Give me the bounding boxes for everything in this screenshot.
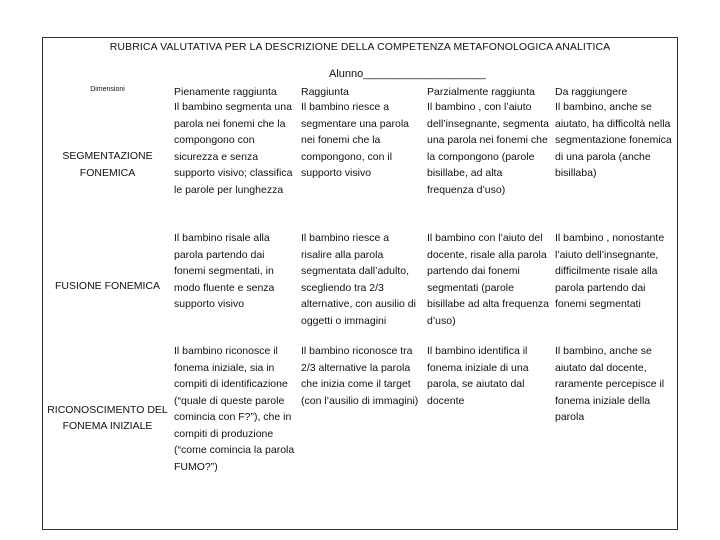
row-label-riconoscimento: RICONOSCIMENTO DEL FONEMA INIZIALE: [47, 403, 168, 432]
header-parzialmente: Parzialmente raggiunta: [427, 86, 535, 98]
table-cell: Il bambino segmenta una parola nei fonemi che la compongono con sicurezza e senza supporto visivo; classifica le parole per lunghezza: [174, 101, 293, 196]
table-cell: Il bambino riconosce tra 2/3 alternative la parola che inizia come il target (con l’ausilio di immagini): [301, 345, 419, 407]
header-raggiunta: Raggiunta: [301, 86, 349, 98]
corner-label: Dimensioni: [90, 86, 125, 93]
table-cell: Il bambino riconosce il fonema iniziale, sia in compiti di identificazione (“quale di queste parole comincia con F?”), che in compiti di produzione (“come comincia la parola FUMO?”): [174, 345, 295, 473]
table-cell: Il bambino, anche se aiutato, ha difficoltà nella segmentazione fonemica di una parola (anche bisillaba): [555, 101, 672, 179]
document-title: RUBRICA VALUTATIVA PER LA DESCRIZIONE DELLA COMPETENZA METAFONOLOGICA ANALITICA: [109, 41, 611, 53]
table-cell: Il bambino , nonostante l’aiuto dell’insegnante, difficilmente risale alla parola partendo dai fonemi segmentati: [555, 232, 665, 310]
header-pienamente: Pienamente raggiunta: [174, 86, 277, 98]
row-label-segmentazione: SEGMENTAZIONE FONEMICA: [62, 150, 153, 179]
table-cell: Il bambino, anche se aiutato dal docente, raramente percepisce il fonema iniziale della parola: [555, 345, 665, 423]
rubric-frame: [42, 37, 678, 530]
student-name-field: Alunno____________________: [329, 68, 486, 80]
table-cell: Il bambino identifica il fonema iniziale di una parola, se aiutato dal docente: [427, 345, 529, 407]
header-da-raggiungere: Da raggiungere: [555, 86, 628, 98]
table-cell: Il bambino risale alla parola partendo dai fonemi segmentati, in modo fluente e senza supporto visivo: [174, 232, 275, 310]
table-cell: Il bambino , con l’aiuto dell’insegnante, segmenta una parola nei fonemi che la compongono (parole bisillabe, ad alta frequenza d’uso): [427, 101, 550, 196]
table-cell: Il bambino con l’aiuto del docente, risale alla parola partendo dai fonemi segmentati (parole bisillabe ad alta frequenza d’uso): [427, 232, 550, 327]
rubric-table: [43, 85, 677, 493]
table-cell: Il bambino riesce a segmentare una parola nei fonemi che la compongono, con il supporto visivo: [301, 101, 409, 179]
row-label-fusione: FUSIONE FONEMICA: [54, 280, 160, 293]
table-cell: Il bambino riesce a risalire alla parola segmentata dall’adulto, scegliendo tra 2/3 alternative, con ausilio di oggetti o immagini: [301, 232, 416, 327]
